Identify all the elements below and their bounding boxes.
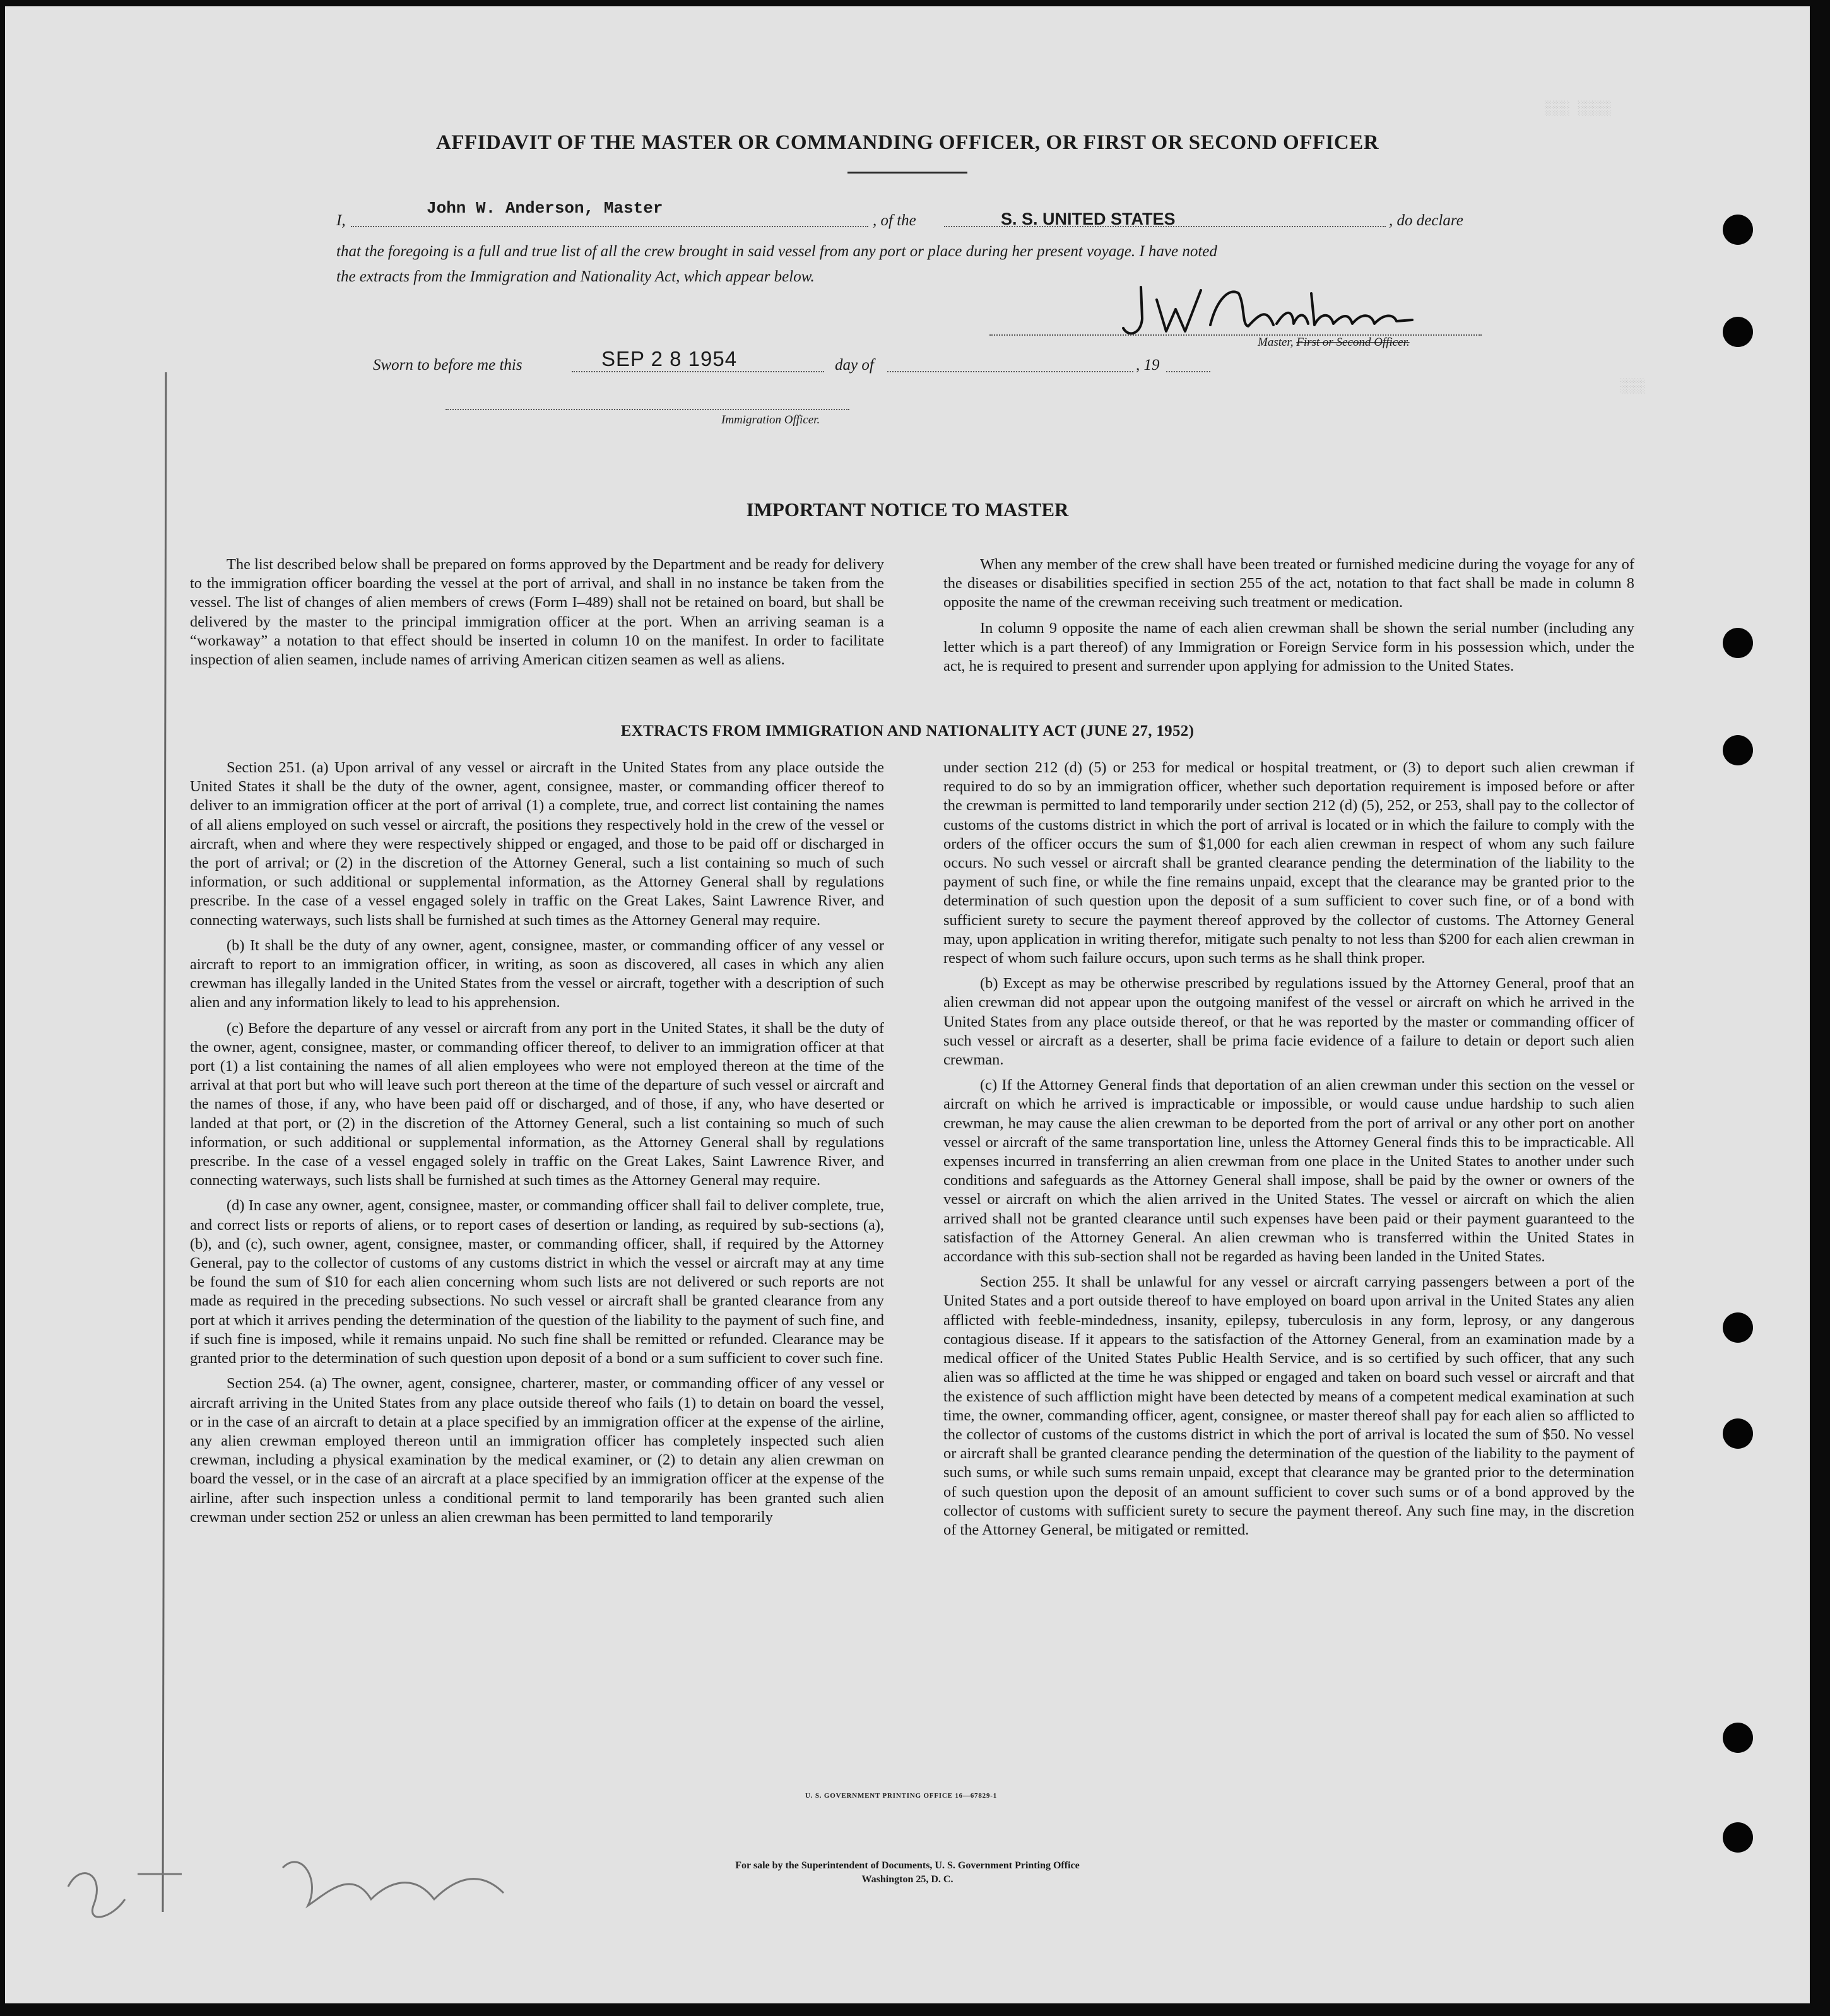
section-251b-paragraph: (b) It shall be the duty of any owner, agent, consignee, master, or commanding officer of any vessel or aircraft to report to an immigration officer, in writing, as soon as discovered, all cases in which any alien crewman has illegally landed in the United States from the vessel or aircraft, together with a description of such alien and any information likely to lead to his apprehension.: [190, 936, 884, 1011]
bleed-through-text: ░░░: [1620, 379, 1646, 394]
printing-office-line: U. S. GOVERNMENT PRINTING OFFICE 16—67829-1: [805, 1792, 998, 1800]
statement-line-1: that the foregoing is a full and true list of all the crew brought in said vessel from any port or place during her present voyage. I have noted: [336, 243, 1217, 260]
affidavit-title: AFFIDAVIT OF THE MASTER OR COMMANDING OFFICER, OR FIRST OR SECOND OFFICER: [435, 131, 1379, 154]
margin-pencil-scribble: [276, 1842, 516, 1931]
declarant-name-line: [351, 226, 868, 227]
section-254a-continued-paragraph: under section 212 (d) (5) or 253 for medical or hospital treatment, or (3) to deport such alien crewman if required to do so by an immigration officer, whether such deportation requirement is imposed before or after the crewman is permitted to land temporarily under section 212 (d) (5), 252, or 253, shall pay to the collector of customs of the customs district in which the port of arrival is located or in which the failure to comply with the orders of the officer occurs the sum of $1,000 for each alien crewman in respect of whom any such failure occurs. No such vessel or aircraft shall be granted clearance pending the determination of the liability to the payment of such fine, or while the fine remains unpaid, except that the clearance may be granted prior to the determination of such question upon the deposit of a sum sufficient to cover such fine, or of a bond with sufficient surety to secure the payment thereof approved by the collector of customs. The Attorney General may, upon application in writing therefor, mitigate such penalty to not less than $200 for each alien crewman in respect of whom such failure occurs, upon such terms as he shall think proper.: [943, 759, 1634, 967]
section-251c-paragraph: (c) Before the departure of any vessel or aircraft from any port in the United States, it shall be the duty of the owner, agent, consignee, master, or commanding officer thereof, to deliver to an immigration officer at that port (1) a list containing the names of all alien employees who were not employed thereon at the time of the arrival at that port but who will leave such port thereon at the time of the departure of such vessel or aircraft and the names of those, if any, who have been paid off or discharged, and of those, if any, who have deserted or landed at that port, or (2) in the discretion of the Attorney General, such a list containing so much of such information, or such additional or supplemental information, as the Attorney General shall by regulations prescribe. In the case of a vessel engaged solely in traffic on the Great Lakes, Saint Lawrence River, and connecting waterways, such lists shall be furnished at such times as the Attorney General may require.: [190, 1019, 884, 1189]
statement-line-2: the extracts from the Immigration and Nationality Act, which appear below.: [336, 268, 815, 285]
punch-hole: [1723, 215, 1753, 245]
punch-hole: [1723, 735, 1753, 765]
i-label: I,: [336, 212, 346, 229]
year-line: [1166, 371, 1210, 372]
day-of-label: day of: [835, 357, 874, 374]
notice-right-paragraph-1: When any member of the crew shall have been treated or furnished medicine during the voyage for any of the diseases or disabilities specified in section 255 of the act, notation to that fact shall be made in column 8 opposite the name of the crewman receiving such treatment or medication.: [943, 556, 1634, 611]
notice-title: IMPORTANT NOTICE TO MASTER: [746, 498, 1069, 521]
notice-right-paragraph-2: In column 9 opposite the name of each alien crewman shall be shown the serial number (including any letter which is a part thereof) of any Immigration or Foreign Service form in his possession which, under the act, he is required to present and surrender upon applying for admission to the United States.: [943, 619, 1634, 675]
section-254a-paragraph: Section 254. (a) The owner, agent, consignee, charterer, master, or commanding officer of any vessel or aircraft arriving in the United States from any place outside thereof who fails (1) to detain on board the vessel, or in the case of an aircraft to detain at a place specified by an immigration officer at the expense of the airline, any alien crewman employed thereon until an immigration officer has completely inspected such alien crewman, including a physical examination by the medical examiner, or (2) to detain any alien crewman on board the vessel, or in the case of an aircraft at a place specified by an immigration officer at the expense of the airline, after such inspection unless a conditional permit to land temporarily has been granted such alien crewman under section 252 or unless an alien crewman has been permitted to land temporarily: [190, 1375, 884, 1526]
title-rule: [847, 172, 967, 174]
punch-hole: [1723, 1418, 1753, 1449]
vessel-name: S. S. UNITED STATES: [1001, 209, 1176, 228]
master-caption-text: Master,: [1258, 336, 1294, 349]
punch-hole: [1723, 317, 1753, 347]
bleed-through-text: ░░░ ░░░░: [1545, 101, 1612, 117]
section-254c-paragraph: (c) If the Attorney General finds that deportation of an alien crewman under this section on the vessel or aircraft on which he arrived is impracticable or impossible, or would cause undue hardship to such alien crewman, he may cause the alien crewman to be deported from the port of arrival or any other port on another vessel or aircraft of the same transportation line, unless the Attorney General finds this to be impracticable. All expenses incurred in transferring an alien crewman from one place in the United States to another under such conditions and safeguards as the Attorney General shall impose, shall be paid by the owner or owners of the vessel or aircraft on which the alien arrived in the United States. The vessel or aircraft on which the alien arrived shall not be granted clearance until such expenses have been paid or their payment guaranteed to the satisfaction of the Attorney General. An alien crewman who is transferred within the United States in accordance with this sub-section shall not be regarded as having been landed in the United States.: [943, 1076, 1634, 1266]
punch-hole: [1723, 1822, 1753, 1853]
master-caption: [1258, 336, 1410, 350]
declarant-name: John W. Anderson, Master: [427, 199, 663, 218]
margin-pencil-marks: [43, 360, 182, 1937]
do-declare-label: , do declare: [1389, 212, 1463, 229]
of-the-label: , of the: [873, 212, 916, 229]
year-prefix: , 19: [1136, 357, 1160, 374]
notice-left-paragraph: The list described below shall be prepared on forms approved by the Department and be ready for delivery to the immigration officer boarding the vessel at the port of arrival, and shall in no instance be taken from the vessel. The list of changes of alien members of crews (Form I–489) shall not be retained on board, but shall be delivered by the master to the principal immigration officer at the port. When an arriving seaman is a “workaway” a notation to that effect should be inserted in column 10 on the manifest. In order to facilitate inspection of alien seamen, include names of arriving American citizen seamen as well as aliens.: [190, 556, 884, 669]
punch-hole: [1723, 1312, 1753, 1343]
extracts-right-column: [943, 758, 1634, 1546]
extracts-left-column: [190, 758, 884, 1533]
immigration-officer-line: [446, 409, 849, 410]
section-251d-paragraph: (d) In case any owner, agent, consignee, master, or commanding officer shall fail to deliver complete, true, and correct lists or reports of aliens, or to report cases of desertion or landing, as required by sub-sections (a), (b), and (c), such owner, agent, consignee, master, or commanding officer, shall, if required by the Attorney General, pay to the collector of customs of any customs district in which the vessel or aircraft may at any time be found the sum of $10 for each alien concerning whom such lists are not delivered or such reports are not made as required in the preceding subsections. No such vessel or aircraft shall be granted clearance from any port at which it arrives pending the determination of the question of the liability to the payment of such fine, and if such fine is imposed, while it remains unpaid. No such fine shall be remitted or refunded. Clearance may be granted prior to the determination of such question upon deposit of a bond or a sum sufficient to cover such fine.: [190, 1197, 884, 1367]
master-signature: [1116, 274, 1419, 344]
for-sale-line: For sale by the Superintendent of Documents, U. S. Government Printing Office: [735, 1860, 1080, 1871]
struck-officer-caption: First or Second Officer.: [1296, 336, 1410, 349]
sworn-date-stamp: SEP 2 8 1954: [601, 347, 738, 370]
section-255-paragraph: Section 255. It shall be unlawful for any vessel or aircraft carrying passengers between a port of the United States and a port outside thereof to have employed on board upon arrival in the United States any alien afflicted with feeble-mindedness, insanity, epilepsy, tuberculosis in any form, leprosy, or any dangerous contagious disease. If it appears to the satisfaction of the Attorney General, from an examination made by a medical officer of the United States Public Health Service, and is so certified by such officer, that any such alien was so afflicted at the time he was shipped or engaged and taken on board such vessel or aircraft and that the existence of such affliction might have been detected by means of a competent medical examination at such time, the owner, commanding officer, agent, consignee, or master thereof shall pay for each alien so afflicted to the collector of customs of the customs district in which the port of arrival is located the sum of $50. No vessel or aircraft shall be granted clearance pending the determination of the question of the liability to the payment of such sums, or while such sums remain unpaid, except that clearance may be granted prior to the determination of such question upon the deposit of an amount sufficient to cover such sums or of a bond approved by the collector of customs with sufficient surety to secure the payment thereof. Any such fine may, in the discretion of the Attorney General, be mitigated or remitted.: [943, 1273, 1634, 1538]
address-line: Washington 25, D. C.: [861, 1874, 953, 1885]
punch-hole: [1723, 628, 1753, 658]
section-251a-paragraph: Section 251. (a) Upon arrival of any vessel or aircraft in the United States from any place outside the United States it shall be the duty of the owner, agent, consignee, master, or commanding officer thereof to deliver to an immigration officer at the port of arrival (1) a complete, true, and correct list containing the names of all aliens employed on such vessel or aircraft, the positions they respectively hold in the crew of the vessel or aircraft, when and where they were respectively shipped or engaged, and those to be paid off or discharged in the port of arrival; or (2) in the discretion of the Attorney General, such a list containing so much of such information, or such additional or supplemental information, as the Attorney General shall by regulations prescribe. In the case of a vessel engaged solely in traffic on the Great Lakes, Saint Lawrence River, and connecting waterways, such lists shall be furnished at such times as the Attorney General may require.: [190, 759, 884, 929]
notice-left-column: [190, 555, 884, 676]
section-254b-paragraph: (b) Except as may be otherwise prescribed by regulations issued by the Attorney General, proof that an alien crewman did not appear upon the outgoing manifest of the vessel or aircraft on which he arrived in the United States from any place outside thereof, or that he was reported by the master or commanding officer of such vessel or aircraft as a deserter, shall be prima facie evidence of a failure to detain or deport such alien crewman.: [943, 975, 1634, 1069]
document-page: [5, 6, 1810, 2003]
extracts-title: EXTRACTS FROM IMMIGRATION AND NATIONALITY ACT (JUNE 27, 1952): [620, 722, 1195, 740]
notice-right-column: [943, 555, 1634, 682]
sworn-label: Sworn to before me this: [373, 357, 522, 374]
punch-hole: [1723, 1723, 1753, 1753]
month-line: [887, 371, 1133, 372]
sworn-date-line: [572, 371, 824, 372]
immigration-officer-caption: Immigration Officer.: [721, 413, 820, 427]
